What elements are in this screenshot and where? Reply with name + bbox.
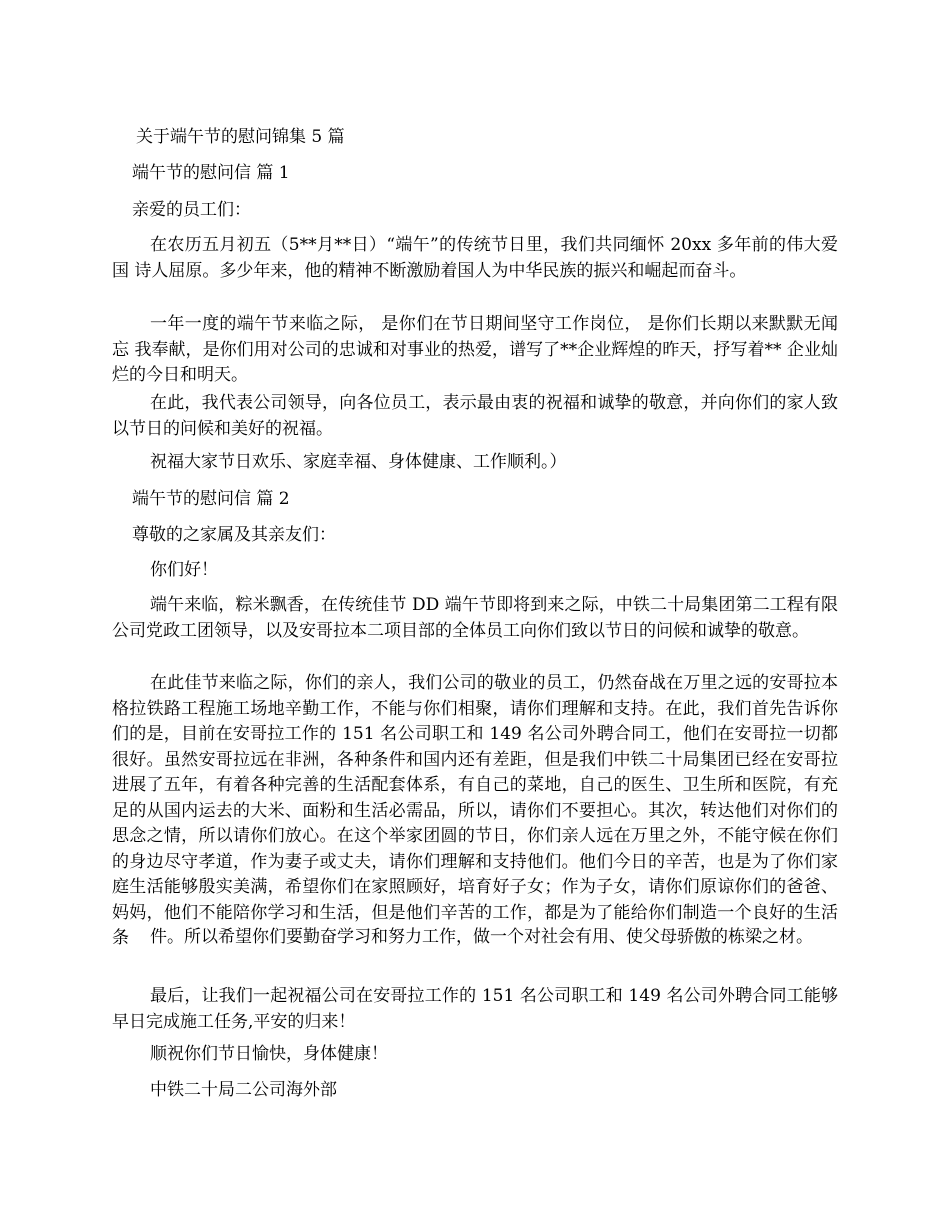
- letter2-greeting: 你们好！: [150, 560, 218, 580]
- letter2-paragraph-1: 端午来临，粽米飘香，在传统佳节 DD 端午节即将到来之际，中铁二十局集团第二工程有限公司党政工团领导，以及安哥拉本二项目部的全体员工向你们致以节日的问候和诚挚的敬意。: [112, 595, 838, 641]
- letter2-closing: 顺祝你们节日愉快，身体健康！: [150, 1044, 388, 1064]
- letter2-salutation: 尊敬的之家属及其亲友们：: [132, 525, 336, 545]
- letter2-paragraph-4: 最后，让我们一起祝福公司在安哥拉工作的 151 名公司职工和 149 名公司外聘合同工能够早日完成施工任务,平安的归来！: [112, 986, 838, 1032]
- letter1-salutation: 亲爱的员工们：: [132, 200, 251, 220]
- letter1-paragraph-3: 在此，我代表公司领导，向各位员工，表示最由衷的祝福和诚挚的敬意，并向你们的家人致 以节日的问候和美好的祝福。: [112, 393, 838, 439]
- letter2-paragraph-3: 件。所以希望你们要勤奋学习和努力工作，做一个对社会有用、使父母骄傲的栋梁之材。: [150, 927, 813, 947]
- letter2-heading: 端午节的慰问信 篇 2: [132, 489, 290, 509]
- letter1-heading: 端午节的慰问信 篇 1: [132, 163, 290, 183]
- document-title: 关于端午节的慰问锦集 5 篇: [136, 127, 345, 147]
- letter2-signature: 中铁二十局二公司海外部: [150, 1080, 337, 1100]
- letter1-paragraph-1: 在农历五月初五（5**月**日）“端午”的传统节日里，我们共同缅怀 20xx 多年前的伟大爱国 诗人屈原。多少年来，他的精神不断激励着国人为中华民族的振兴和崛起而奋斗。: [112, 235, 838, 281]
- letter1-paragraph-4: 祝福大家节日欢乐、家庭幸福、身体健康、工作顺利。）: [150, 452, 567, 472]
- letter2-paragraph-2: 在此佳节来临之际，你们的亲人，我们公司的敬业的员工，仍然奋战在万里之远的安哥拉本格拉铁路工程施工场地辛勤工作，不能与你们相聚，请你们理解和支持。在此，我们首先告诉你们的是，目前在安哥拉工作的 151 名公司职工和 149 名公司外聘合同工，他们在安哥拉一切都很好。虽然安哥拉远在非洲，各种条件和国内还有差距，但是我们中铁二十局集团已经在安哥拉进展了五年，有着各种完善的生活配套体系，有自己的菜地，自己的医生、卫生所和医院，有充足的从国内运去的大米、面粉和生活必需品，所以，请你们不要担心。其次，转达他们对你们的思念之情，所以请你们放心。在这个举家团圆的节日，你们亲人远在万里之外，不能守候在你们的身边尽守孝道，作为妻子或丈夫，请你们理解和支持他们。他们今日的辛苦，也是为了你们家庭生活能够殷实美满，希望你们在家照顾好，培育好子女；作为子女，请你们原谅你们的爸爸、妈妈，他们不能陪你学习和生活，但是他们辛苦的工作，都是为了能给你们制造一个良好的生活条: [112, 673, 838, 948]
- letter1-paragraph-2: 一年一度的端午节来临之际， 是你们在节日期间坚守工作岗位， 是你们长期以来默默无闻忘 我奉献，是你们用对公司的忠诚和对事业的热爱，谱写了**企业辉煌的昨天，抒写着** 企业灿烂的今日和明天。: [112, 314, 838, 385]
